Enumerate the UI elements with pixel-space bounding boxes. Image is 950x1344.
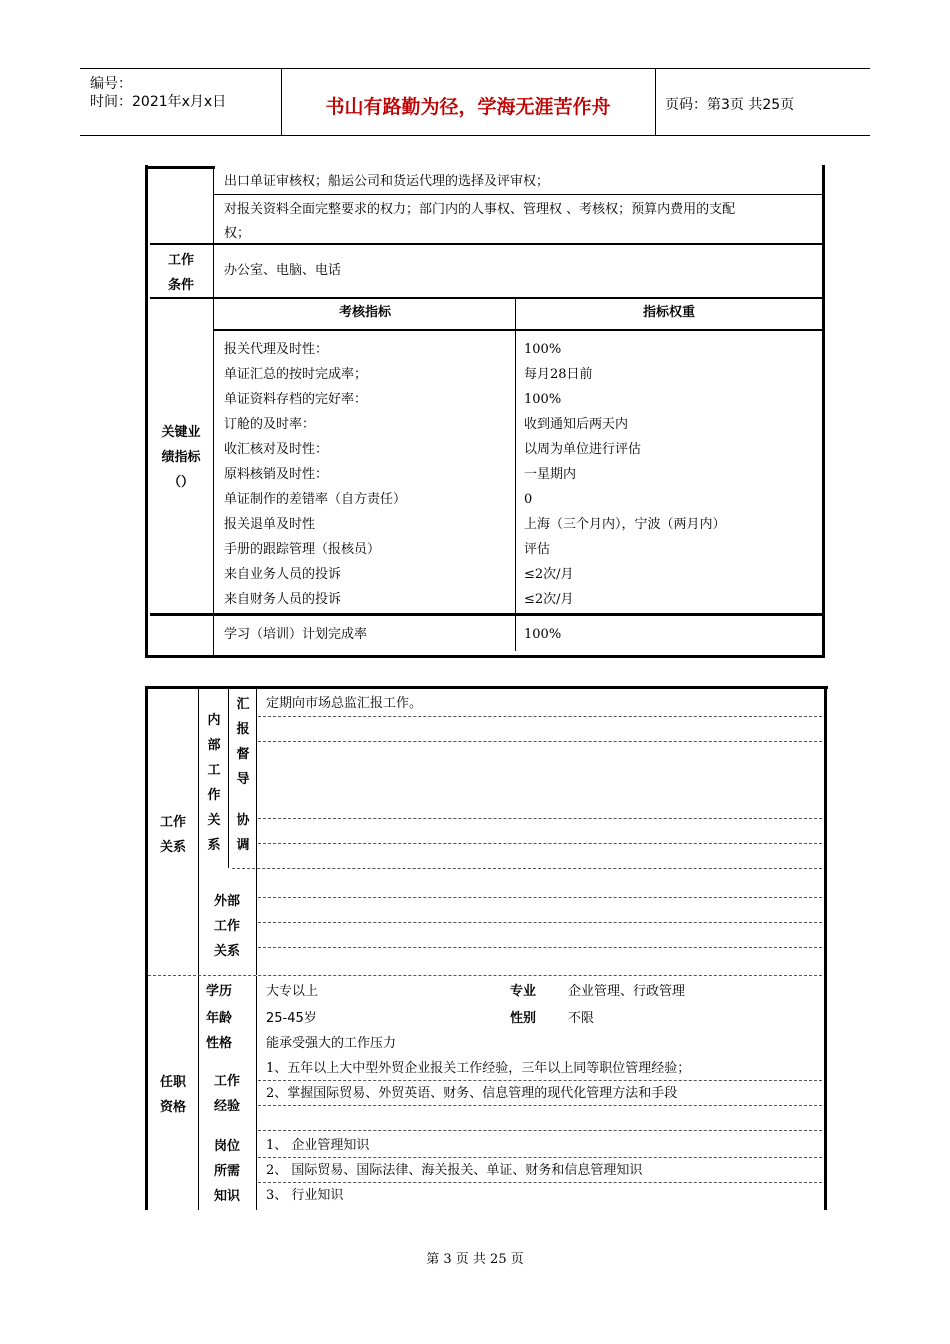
training-indicator: 学习（培训）计划完成率 bbox=[224, 627, 368, 642]
major-label: 专业 bbox=[510, 984, 537, 999]
personality-label: 性格 bbox=[206, 1036, 233, 1051]
kpi-indicator: 单证制作的差错率（自方责任） bbox=[224, 492, 407, 507]
gender-value: 不限 bbox=[568, 1011, 595, 1026]
kpi-indicator: 单证汇总的按时完成率； bbox=[224, 367, 368, 382]
doc-time-label: 时间：2021年x月x日 bbox=[90, 94, 227, 110]
kpi-weight: 收到通知后两天内 bbox=[524, 417, 629, 432]
kpi-weight: 评估 bbox=[524, 542, 551, 557]
internal-relations-label bbox=[206, 708, 222, 858]
gender-label: 性别 bbox=[510, 1011, 537, 1026]
kpi-weight: ≤2次/月 bbox=[524, 592, 574, 607]
vertical-char: 督 bbox=[236, 747, 250, 762]
kpi-label: 关键业 绩指标 （） bbox=[161, 425, 201, 490]
kpi-weight: 100% bbox=[524, 392, 562, 407]
kpi-indicator: 来自业务人员的投诉 bbox=[224, 567, 342, 582]
work-conditions-label: 工作 条件 bbox=[167, 253, 194, 293]
vertical-char: 报 bbox=[236, 722, 250, 737]
experience-2: 2、掌握国际贸易、外贸英语、财务、信息管理的现代化管理方法和手段 bbox=[266, 1086, 678, 1101]
page-footer: 第 3 页 共 25 页 bbox=[426, 1252, 524, 1267]
work-conditions-value: 办公室、电脑、电话 bbox=[224, 263, 342, 278]
vertical-char: 关 bbox=[207, 813, 221, 828]
vertical-char: 部 bbox=[207, 738, 221, 753]
vertical-char: 导 bbox=[236, 772, 250, 787]
doc-number-label: 编号： bbox=[90, 76, 132, 92]
age-label: 年龄 bbox=[206, 1011, 233, 1026]
kpi-indicator: 报关代理及时性： bbox=[224, 342, 329, 357]
kpi-weight: 每月28日前 bbox=[524, 367, 593, 382]
vertical-char: 工 bbox=[207, 763, 221, 778]
experience-label: 工作 经验 bbox=[213, 1074, 240, 1114]
report-supervise-label bbox=[235, 692, 251, 792]
knowledge-1: 1、 企业管理知识 bbox=[266, 1138, 370, 1153]
knowledge-2: 2、 国际贸易、国际法律、海关报关、单证、财务和信息管理知识 bbox=[266, 1163, 643, 1178]
kpi-weight: 100% bbox=[524, 342, 562, 357]
report-text: 定期向市场总监汇报工作。 bbox=[266, 696, 423, 711]
training-weight: 100% bbox=[524, 627, 562, 642]
motto-title: 书山有路勤为径，学海无涯苦作舟 bbox=[325, 96, 611, 118]
page-indicator: 页码：第3页 共25页 bbox=[665, 97, 795, 113]
work-relations-label: 工作 关系 bbox=[159, 815, 186, 855]
kpi-indicator: 报关退单及时性 bbox=[224, 517, 316, 532]
kpi-weight: 以周为单位进行评估 bbox=[524, 442, 642, 457]
kpi-col-weight: 指标权重 bbox=[642, 305, 695, 320]
age-value: 25-45岁 bbox=[266, 1011, 317, 1026]
external-relations-label: 外部 工作 关系 bbox=[213, 894, 240, 959]
kpi-weight: 0 bbox=[524, 492, 533, 507]
kpi-col-indicator: 考核指标 bbox=[338, 305, 391, 320]
knowledge-3: 3、 行业知识 bbox=[266, 1188, 344, 1203]
kpi-weight: 上海（三个月内），宁波（两月内） bbox=[524, 517, 726, 532]
rights-text-3: 权； bbox=[224, 226, 251, 241]
vertical-char: 调 bbox=[236, 838, 250, 853]
major-value: 企业管理、行政管理 bbox=[568, 984, 686, 999]
kpi-weight: ≤2次/月 bbox=[524, 567, 574, 582]
coordinate-label bbox=[235, 808, 251, 858]
vertical-char: 系 bbox=[207, 838, 221, 853]
kpi-indicator: 单证资料存档的完好率： bbox=[224, 392, 368, 407]
personality-value: 能承受强大的工作压力 bbox=[266, 1036, 397, 1051]
kpi-indicator: 来自财务人员的投诉 bbox=[224, 592, 342, 607]
qualifications-label: 任职 资格 bbox=[159, 1075, 186, 1115]
vertical-char: 作 bbox=[207, 788, 221, 803]
knowledge-label: 岗位 所需 知识 bbox=[213, 1139, 240, 1204]
kpi-indicator: 收汇核对及时性： bbox=[224, 442, 329, 457]
kpi-indicator: 手册的跟踪管理（报核员） bbox=[224, 542, 381, 557]
rights-text-1: 出口单证审核权；船运公司和货运代理的选择及评审权； bbox=[224, 174, 550, 189]
education-label: 学历 bbox=[206, 984, 233, 999]
kpi-weight: 一星期内 bbox=[524, 467, 577, 482]
experience-1: 1、五年以上大中型外贸企业报关工作经验，三年以上同等职位管理经验； bbox=[266, 1061, 691, 1076]
kpi-indicator: 订舱的及时率： bbox=[224, 417, 316, 432]
vertical-char: 汇 bbox=[236, 697, 250, 712]
rights-text-2: 对报关资料全面完整要求的权力；部门内的人事权、管理权 、考核权；预算内费用的支配 bbox=[224, 202, 736, 217]
vertical-char: 协 bbox=[236, 813, 250, 828]
education-value: 大专以上 bbox=[266, 984, 319, 999]
vertical-char: 内 bbox=[207, 713, 221, 728]
kpi-indicator: 原料核销及时性： bbox=[224, 467, 329, 482]
